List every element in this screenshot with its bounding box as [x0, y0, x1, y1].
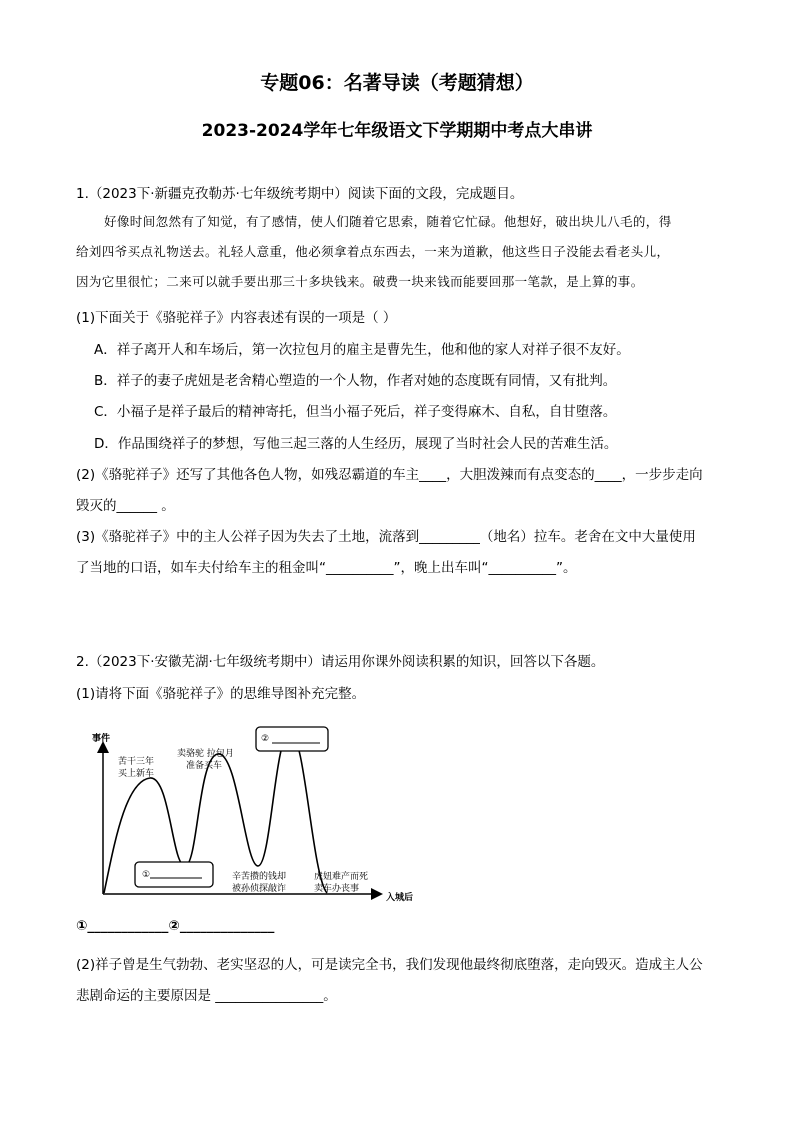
q1-option-c: C．小福子是祥子最后的精神寄托，但当小福子死后，祥子变得麻木、自私，自甘堕落。: [94, 404, 617, 420]
page-title: 专题06：名著导读（考题猜想）: [260, 72, 534, 94]
y-axis-label: 事件: [92, 734, 111, 744]
peak1-label-line-2: 买上新车: [118, 769, 155, 779]
peak2-label-line-2: 准备买车: [186, 761, 223, 771]
q1-stem: 1.（2023下·新疆克孜勒苏·七年级统考期中）阅读下面的文段，完成题目。: [76, 186, 524, 202]
end-label-line-1: 虎妞难产而死: [314, 872, 369, 882]
peak1-label-line-1: 苦干三年: [118, 757, 155, 767]
q2-answer-line: ①____________②______________: [76, 918, 275, 934]
end-label-line-2: 卖车办丧事: [314, 884, 360, 894]
q1-passage-line-2: 给刘四爷买点礼物送去。礼轻人意重，他必须拿着点东西去，一来为道歉，他这些日子没能去看老头儿，: [76, 244, 670, 259]
peak2-label-line-1: 卖骆驼 拉包月: [177, 749, 234, 759]
q2-sub2-line-2: 悲剧命运的主要原因是 ________________。: [76, 988, 337, 1004]
x-axis-label: 入城后: [386, 893, 414, 903]
valley2-label-line-2: 被孙侦探敲诈: [232, 884, 287, 894]
page-subtitle: 2023-2024学年七年级语文下学期期中考点大串讲: [201, 121, 593, 141]
q1-sub2-line-1: (2)《骆驼祥子》还写了其他各色人物，如残忍霸道的车主____，大胆泼辣而有点变态的____，一步步走向: [76, 467, 703, 483]
q1-option-d: D．作品围绕祥子的梦想，写他三起三落的人生经历，展现了当时社会人民的苦难生活。: [94, 436, 618, 452]
q2-stem: 2.（2023下·安徽芜湖·七年级统考期中）请运用你课外阅读积累的知识，回答以下各题。: [76, 654, 605, 670]
q1-sub3-line-1: (3)《骆驼祥子》中的主人公祥子因为失去了土地，流落到_________（地名）拉车。老舍在文中大量使用: [76, 529, 696, 545]
valley2-label-line-1: 辛苦攒的钱却: [232, 872, 287, 882]
plot-mind-map-diagram: [80, 726, 430, 912]
blank-box-2-label: ②: [261, 734, 270, 744]
q2-sub1: (1)请将下面《骆驼祥子》的思维导图补充完整。: [76, 686, 366, 702]
q1-option-a: A．祥子离开人和车场后，第一次拉包月的雇主是曹先生，他和他的家人对祥子很不友好。: [94, 342, 630, 358]
q1-sub2-line-2: 毁灭的______ 。: [76, 498, 175, 514]
q1-option-b: B．祥子的妻子虎妞是老舍精心塑造的一个人物，作者对她的态度既有同情，又有批判。: [94, 373, 617, 389]
q1-sub3-line-2: 了当地的口语，如车夫付给车主的租金叫“__________”，晚上出车叫“__________”。: [76, 560, 577, 576]
blank-box-1-label: ①: [142, 870, 151, 880]
q1-sub1: (1)下面关于《骆驼祥子》内容表述有误的一项是（ ）: [76, 310, 397, 326]
q1-passage-line-1: 好像时间忽然有了知觉，有了感情，使人们随着它思索，随着它忙碌。他想好，破出块儿八毛的，得: [104, 214, 672, 229]
q2-sub2-line-1: (2)祥子曾是生气勃勃、老实坚忍的人，可是读完全书，我们发现他最终彻底堕落，走向毁灭。造成主人公: [76, 957, 703, 973]
q1-passage-line-3: 因为它里很忙；二来可以就手要出那三十多块钱来。破费一块来钱而能要回那一笔款，是上算的事。: [76, 274, 644, 289]
